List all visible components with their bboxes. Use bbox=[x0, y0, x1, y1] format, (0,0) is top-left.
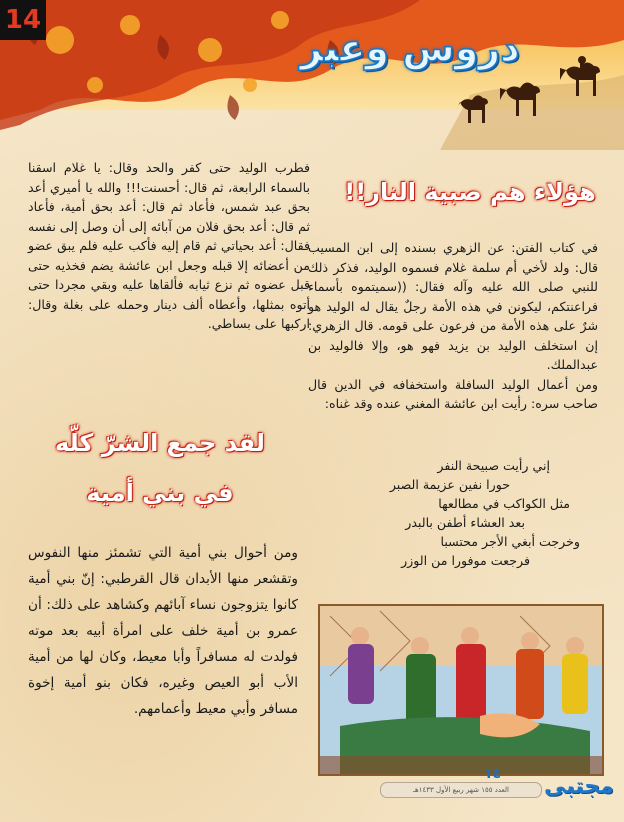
article2-title-line-1: لقد جمع الشرّ كلّه bbox=[55, 429, 265, 457]
poem-line: مثل الكواكب في مطالعها bbox=[438, 496, 570, 511]
poem-line: حورا نفين عزيمة الصبر bbox=[389, 477, 510, 492]
poem-line: وخرجت أبغي الأجر محتسبا bbox=[440, 534, 580, 549]
article1-paragraph-1: في كتاب الفتن: عن الزهري بسنده إلى ابن المسيب قال: ولد لأخي أم سلمة غلام فسموه الوليد، فذكر ذلك للنبي صلى الله عليه وآله فقال: ((سميتموه بأسماء فراعنتكم، ليكونن في هذه الأمة رجلٌ يقال له الوليد هو شرٌ على هذه الأمة من فرعون على قومه. قال الزهري: إن استخلف الوليد بن يزيد فهو هو، وإلا فالوليد بن عبدالملك. bbox=[308, 240, 598, 372]
footer-page-number: ١٤ bbox=[484, 766, 502, 782]
article1-paragraph-3: فطرب الوليد حتى كفر والحد وقال: يا غلام اسقنا بالسماء الرابعة، ثم قال: أحسنت!!! والله يا أميري أعد بحق عبد شمس، فأعاد ثم قال: أعد بحق أمية، فأعاد ثم قال: أعد بحق فلان من آبائه إلى أن وصل إلى نفسه فقال: أعد بحياتي ثم قام إليه فأكب عليه فلم يبق عضو من أعضائه إلا قبله وجعل ابن عائشة يضم فخذيه حتى قبل عضوه ثم نزع ثيابه فألقاها عليه وبقي مجردا حتى أتوه بمثلها، وأعطاه ألف دينار وحمله على بغلة وقال: اركبها على بساطي. bbox=[28, 160, 310, 331]
article2-paragraph: ومن أحوال بني أمية التي تشمئز منها النفوس وتقشعر منها الأبدان قال القرطبي: إنّ بني أمية كانوا يتزوجون نساء آبائهم وكشاهد على ذلك: أن عمرو بن أمية خلف على امرأة أبيه بعد موته فولدت له مسافراً وأبا معيط، وكان لها من أمية الأب أبو العيص وغيره، فكان بنو أمية إخوة مسافر وأبي معيط وأعمامهم. bbox=[28, 545, 298, 717]
article2-body bbox=[28, 540, 298, 722]
article2-title-line-2: في بني أمية bbox=[86, 479, 234, 507]
poem-line: فرجعت موفورا من الوزر bbox=[401, 553, 530, 568]
article1-body bbox=[308, 238, 598, 414]
article-title-1: هؤلاء هم صبية النار!! bbox=[344, 178, 596, 206]
article-title-2 bbox=[40, 418, 280, 518]
poem-line: بعد العشاء أطفن بالبدر bbox=[405, 515, 525, 530]
story-illustration bbox=[318, 604, 604, 776]
issue-strip: العدد ١٥٥ شهر ربيع الأول ١٤٣٣هـ bbox=[380, 782, 542, 798]
poem-line: إني رأيت صبيحة النفر bbox=[437, 458, 550, 473]
section-title: دروس وعبر bbox=[300, 26, 520, 70]
page-number-badge: 14 bbox=[0, 0, 46, 40]
poem-block bbox=[300, 456, 600, 570]
article1-continuation bbox=[28, 158, 310, 334]
footer bbox=[380, 766, 614, 810]
magazine-logo: مجتبى bbox=[544, 774, 614, 799]
article1-paragraph-2: ومن أعمال الوليد السافلة واستخفافه في الدين قال صاحب سره: رأيت ابن عائشة المغني عنده وقد غناه: bbox=[308, 376, 598, 411]
